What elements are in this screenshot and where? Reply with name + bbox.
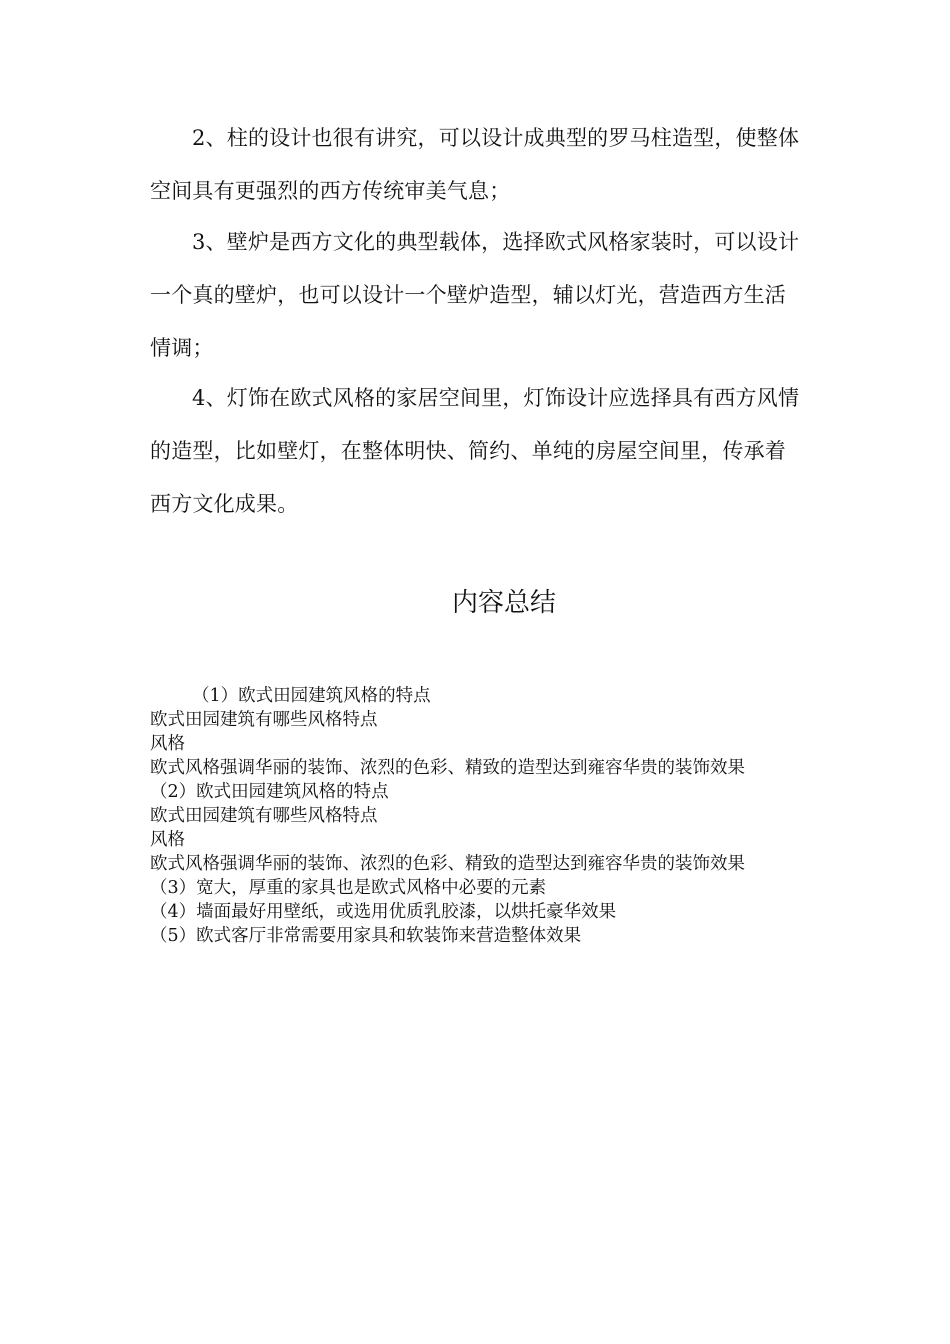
summary-line: （5）欧式客厅非常需要用家具和软装饰来营造整体效果 [150,926,582,946]
summary-line: 欧式风格强调华丽的装饰、浓烈的色彩、精致的造型达到雍容华贵的装饰效果 [150,758,745,778]
paragraph-lighting: 4、灯饰在欧式风格的家居空间里，灯饰设计应选择具有西方风情的造型，比如壁灯，在整体明快、简约、单纯的房屋空间里，传承着西方文化成果。 [150,386,800,516]
summary-line: 风格 [150,830,185,850]
paragraph-column-design: 2、柱的设计也很有讲究，可以设计成典型的罗马柱造型，使整体空间具有更强烈的西方传统审美气息； [150,126,800,203]
summary-line: 欧式田园建筑有哪些风格特点 [150,710,378,730]
summary-line: （3）宽大，厚重的家具也是欧式风格中必要的元素 [150,878,547,898]
summary-list [150,684,810,948]
summary-line: （1）欧式田园建筑风格的特点 [192,686,431,706]
summary-line: （4）墙面最好用壁纸，或选用优质乳胶漆，以烘托豪华效果 [150,902,617,922]
paragraph-fireplace: 3、壁炉是西方文化的典型载体，选择欧式风格家装时，可以设计一个真的壁炉，也可以设计一个壁炉造型，辅以灯光，营造西方生活情调； [150,230,800,360]
summary-line: 风格 [150,734,185,754]
summary-line: 欧式田园建筑有哪些风格特点 [150,806,378,826]
summary-line: （2）欧式田园建筑风格的特点 [150,782,389,802]
summary-heading: 内容总结 [451,588,556,618]
summary-line: 欧式风格强调华丽的装饰、浓烈的色彩、精致的造型达到雍容华贵的装饰效果 [150,854,745,874]
